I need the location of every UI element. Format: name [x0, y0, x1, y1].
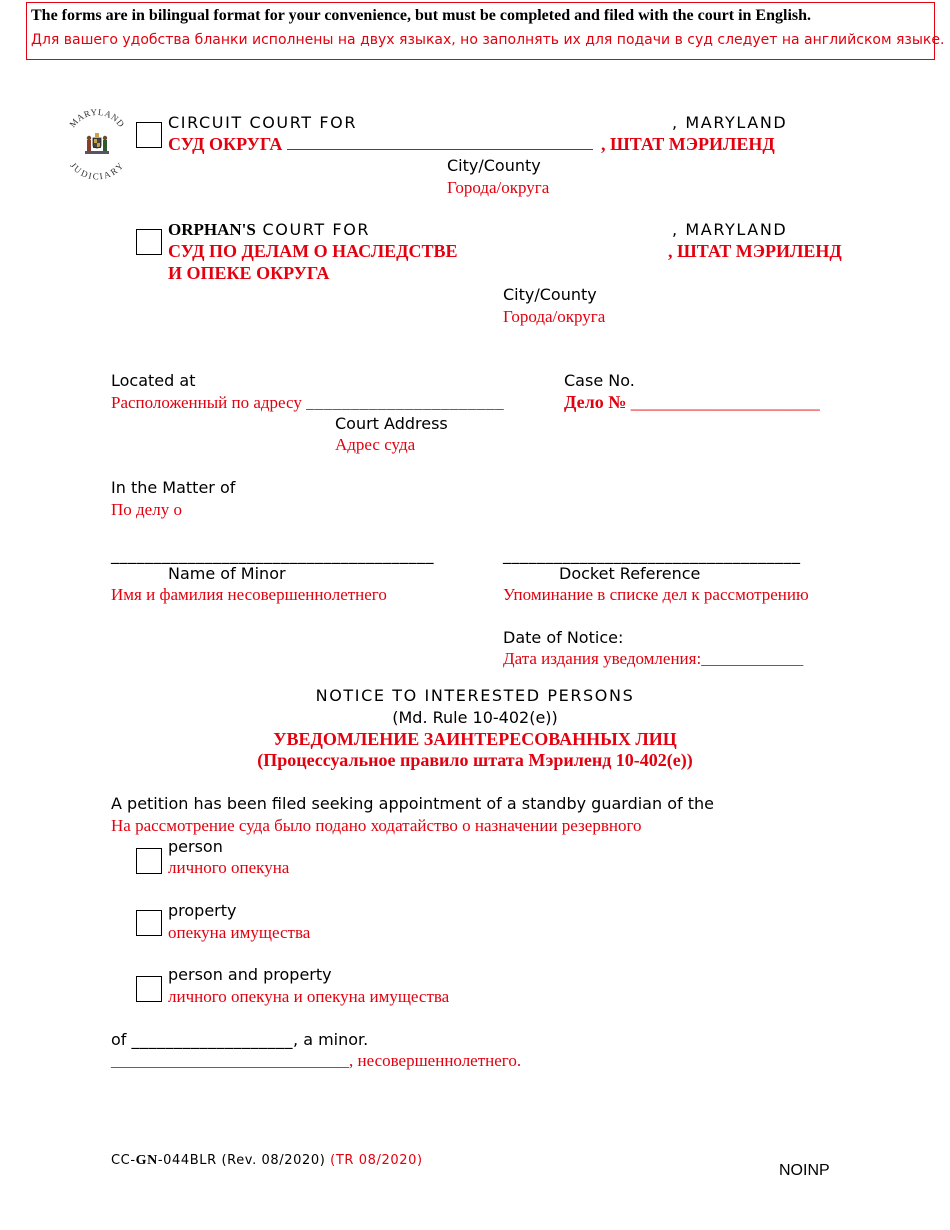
in-the-matter-of-label-ru: По делу о [111, 500, 182, 519]
located-at-label-ru [111, 393, 504, 413]
minor-name-field[interactable]: ______________________________________ [111, 545, 434, 564]
option-person-and-property-checkbox[interactable] [136, 976, 162, 1002]
orphans-city-county-label: City/County [503, 285, 597, 304]
orphans-court-state-ru: , ШТАТ МЭРИЛЕНД [668, 241, 842, 261]
orphans-court-state: , MARYLAND [672, 220, 788, 239]
located-at-ru-text: Расположенный по адресу [111, 393, 302, 412]
svg-text:JUDICIARY [68, 161, 125, 180]
option-property-checkbox[interactable] [136, 910, 162, 936]
date-of-notice-ru-text: Дата издания уведомления: [503, 649, 702, 668]
court-address-field[interactable]: ______________________ [306, 393, 505, 412]
in-the-matter-of-label: In the Matter of [111, 478, 236, 497]
petition-text-ru: На рассмотрение суда было подано ходатайство о назначении резервного [111, 816, 642, 835]
petition-text: A petition has been filed seeking appointment of a standby guardian of the [111, 794, 714, 813]
form-code-rest: -044BLR (Rev. 08/2020) [157, 1153, 326, 1168]
of-minor-suffix: , a minor. [293, 1030, 369, 1049]
option-person-checkbox[interactable] [136, 848, 162, 874]
circuit-city-county-label: City/County [447, 156, 541, 175]
circuit-county-field[interactable] [287, 135, 593, 150]
noinp-code: NOINP [779, 1162, 830, 1179]
notice-title: NOTICE TO INTERESTED PERSONS [315, 686, 635, 705]
of-minor-line [111, 1030, 368, 1049]
option-person-label-ru: личного опекуна [168, 858, 290, 877]
form-code-bold: GN [135, 1153, 158, 1168]
orphans-city-county-label-ru: Города/округа [503, 307, 606, 326]
of-minor-ru-suffix: , несовершеннолетнего. [349, 1051, 522, 1070]
minor-name-label-ru: Имя и фамилия несовершеннолетнего [111, 585, 387, 604]
date-of-notice-field[interactable]: ____________ [701, 649, 804, 668]
form-code-prefix: CC- [111, 1153, 136, 1168]
banner-russian-text: Для вашего удобства бланки исполнены на двух языках, но заполнять их для подачи в суд следует на английском языке. [31, 32, 945, 48]
option-person-label: person [168, 837, 223, 856]
of-minor-line-ru [111, 1051, 521, 1071]
case-number-ru-text: Дело № [564, 392, 627, 412]
minor-name-label: Name of Minor [168, 564, 286, 583]
seal-top-text: MARYLAND [67, 108, 127, 130]
case-number-field[interactable]: _____________________ [630, 392, 820, 412]
docket-reference-field[interactable]: ___________________________________ [503, 545, 801, 564]
notice-title-rule-ru: (Процессуальное правило штата Мэриленд 10-402(e)) [257, 750, 693, 770]
svg-text:MARYLAND [67, 108, 126, 129]
docket-reference-label: Docket Reference [559, 564, 701, 583]
date-of-notice-label-ru [503, 649, 803, 669]
circuit-court-checkbox[interactable] [136, 122, 162, 148]
date-of-notice-label: Date of Notice: [503, 628, 624, 647]
orphans-court-label-ru-1: СУД ПО ДЕЛАМ О НАСЛЕДСТВЕ [168, 241, 458, 261]
located-at-label: Located at [111, 371, 196, 390]
option-person-and-property-label: person and property [168, 965, 332, 984]
circuit-court-label-ru-text: СУД ОКРУГА [168, 134, 283, 154]
bilingual-notice-banner [26, 2, 945, 60]
translation-code: (TR 08/2020) [330, 1153, 423, 1168]
court-address-label-ru: Адрес суда [335, 435, 416, 454]
option-person-and-property-label-ru: личного опекуна и опекуна имущества [168, 987, 450, 1006]
banner-english-text: The forms are in bilingual format for your convenience, but must be completed and filed with the court in English. [31, 7, 812, 24]
orphans-court-label-ru-2: И ОПЕКЕ ОКРУГА [168, 263, 330, 283]
orphans-court-checkbox[interactable] [136, 229, 162, 255]
docket-reference-label-ru: Упоминание в списке дел к рассмотрению [503, 585, 809, 604]
seal-bottom-text: JUDICIARY [68, 160, 126, 180]
orphans-court-label-rest: COURT FOR [255, 220, 371, 239]
circuit-city-county-label-ru: Города/округа [447, 178, 550, 197]
of-minor-prefix: of [111, 1030, 127, 1049]
of-minor-ru-field[interactable]: ____________________________ [111, 1051, 349, 1070]
circuit-court-state-ru: , ШТАТ МЭРИЛЕНД [601, 134, 775, 154]
orphans-court-label [168, 220, 370, 240]
circuit-court-label: CIRCUIT COURT FOR [168, 113, 358, 132]
maryland-judiciary-seal-icon [62, 108, 132, 180]
option-property-label-ru: опекуна имущества [168, 923, 311, 942]
of-minor-field[interactable]: ___________________ [131, 1030, 294, 1049]
orphans-court-label-bold: ORPHAN'S [168, 220, 256, 239]
notice-title-ru: УВЕДОМЛЕНИЕ ЗАИНТЕРЕСОВАННЫХ ЛИЦ [273, 729, 677, 749]
court-address-label: Court Address [335, 414, 448, 433]
case-number-label-ru [564, 392, 820, 413]
case-number-label: Case No. [564, 371, 635, 390]
notice-title-rule: (Md. Rule 10-402(e)) [392, 708, 558, 727]
option-property-label: property [168, 901, 237, 920]
circuit-court-label-ru [168, 134, 593, 155]
circuit-court-state: , MARYLAND [672, 113, 788, 132]
form-code [111, 1153, 423, 1169]
